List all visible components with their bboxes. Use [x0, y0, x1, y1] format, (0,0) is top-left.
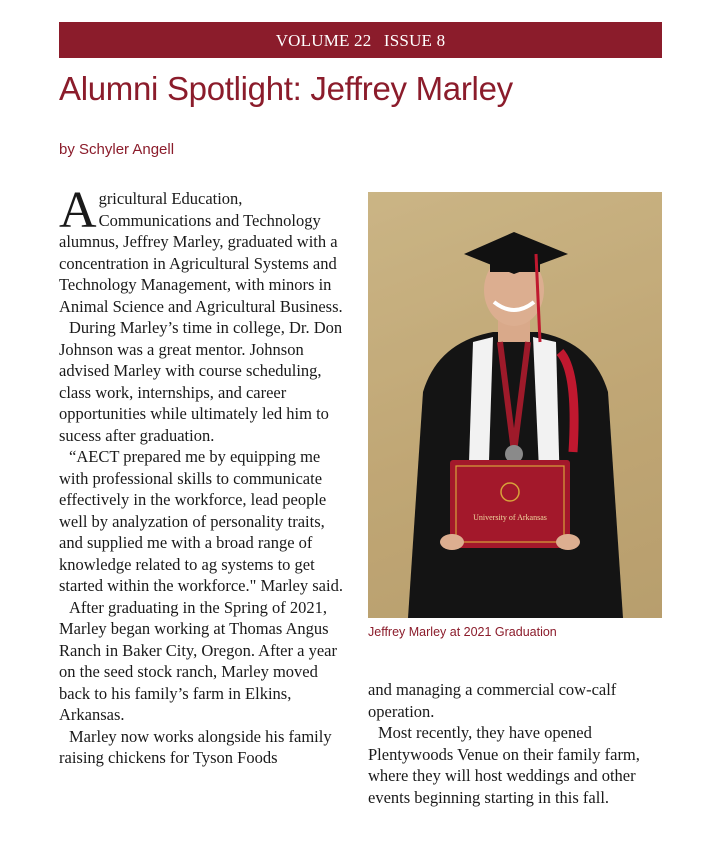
paragraph-5-continued: and managing a commercial cow-calf operation. — [368, 680, 617, 721]
paragraph-2: During Marley’s time in college, Dr. Don Johnson was a great mentor. Johnson advised Marley with course scheduling, class work, internships, and career opportunities while ultimately led him to sucess after graduation. — [59, 318, 343, 445]
paragraph-4: After graduating in the Spring of 2021, Marley began working at Thomas Angus Ranch in Baker City, Oregon. After a year on the seed stock ranch, Marley moved back to his family’s farm in Elkins, Arkansas. — [59, 597, 337, 724]
paragraph-3: “AECT prepared me by equipping me with professional skills to communicate effectively in the workforce, lead people well by analyzation of personality traits, and supplied me with a broad range of knowledge related to ag systems to get started within the workforce." Marley said. — [59, 447, 343, 595]
paragraph-1 — [59, 182, 351, 317]
diploma-text: University of Arkansas — [473, 513, 547, 522]
issue-label: ISSUE 8 — [383, 31, 446, 50]
volume-label: VOLUME 22 — [275, 31, 372, 50]
paragraph-5: Marley now works alongside his family raising chickens for Tyson Foods — [59, 726, 332, 767]
photo-caption: Jeffrey Marley at 2021 Graduation — [368, 625, 557, 639]
left-column — [59, 182, 351, 769]
paragraph-6: Most recently, they have opened Plentywoods Venue on their family farm, where they will host weddings and other events beginning starting in this fall. — [368, 723, 640, 807]
right-column — [368, 679, 668, 808]
graduate-illustration — [368, 192, 662, 618]
issue-banner — [59, 22, 662, 58]
byline: by Schyler Angell — [59, 141, 175, 158]
graduation-photo — [368, 192, 662, 618]
article-title: Alumni Spotlight: Jeffrey Marley — [59, 70, 513, 107]
paragraph-1-text: gricultural Education, Communications and Technology alumnus, Jeffrey Marley, graduated with a concentration in Agricultural Systems and Technology Management, with minors in Animal Science and Agricultural Business. — [59, 189, 343, 316]
drop-cap: A — [59, 182, 97, 239]
